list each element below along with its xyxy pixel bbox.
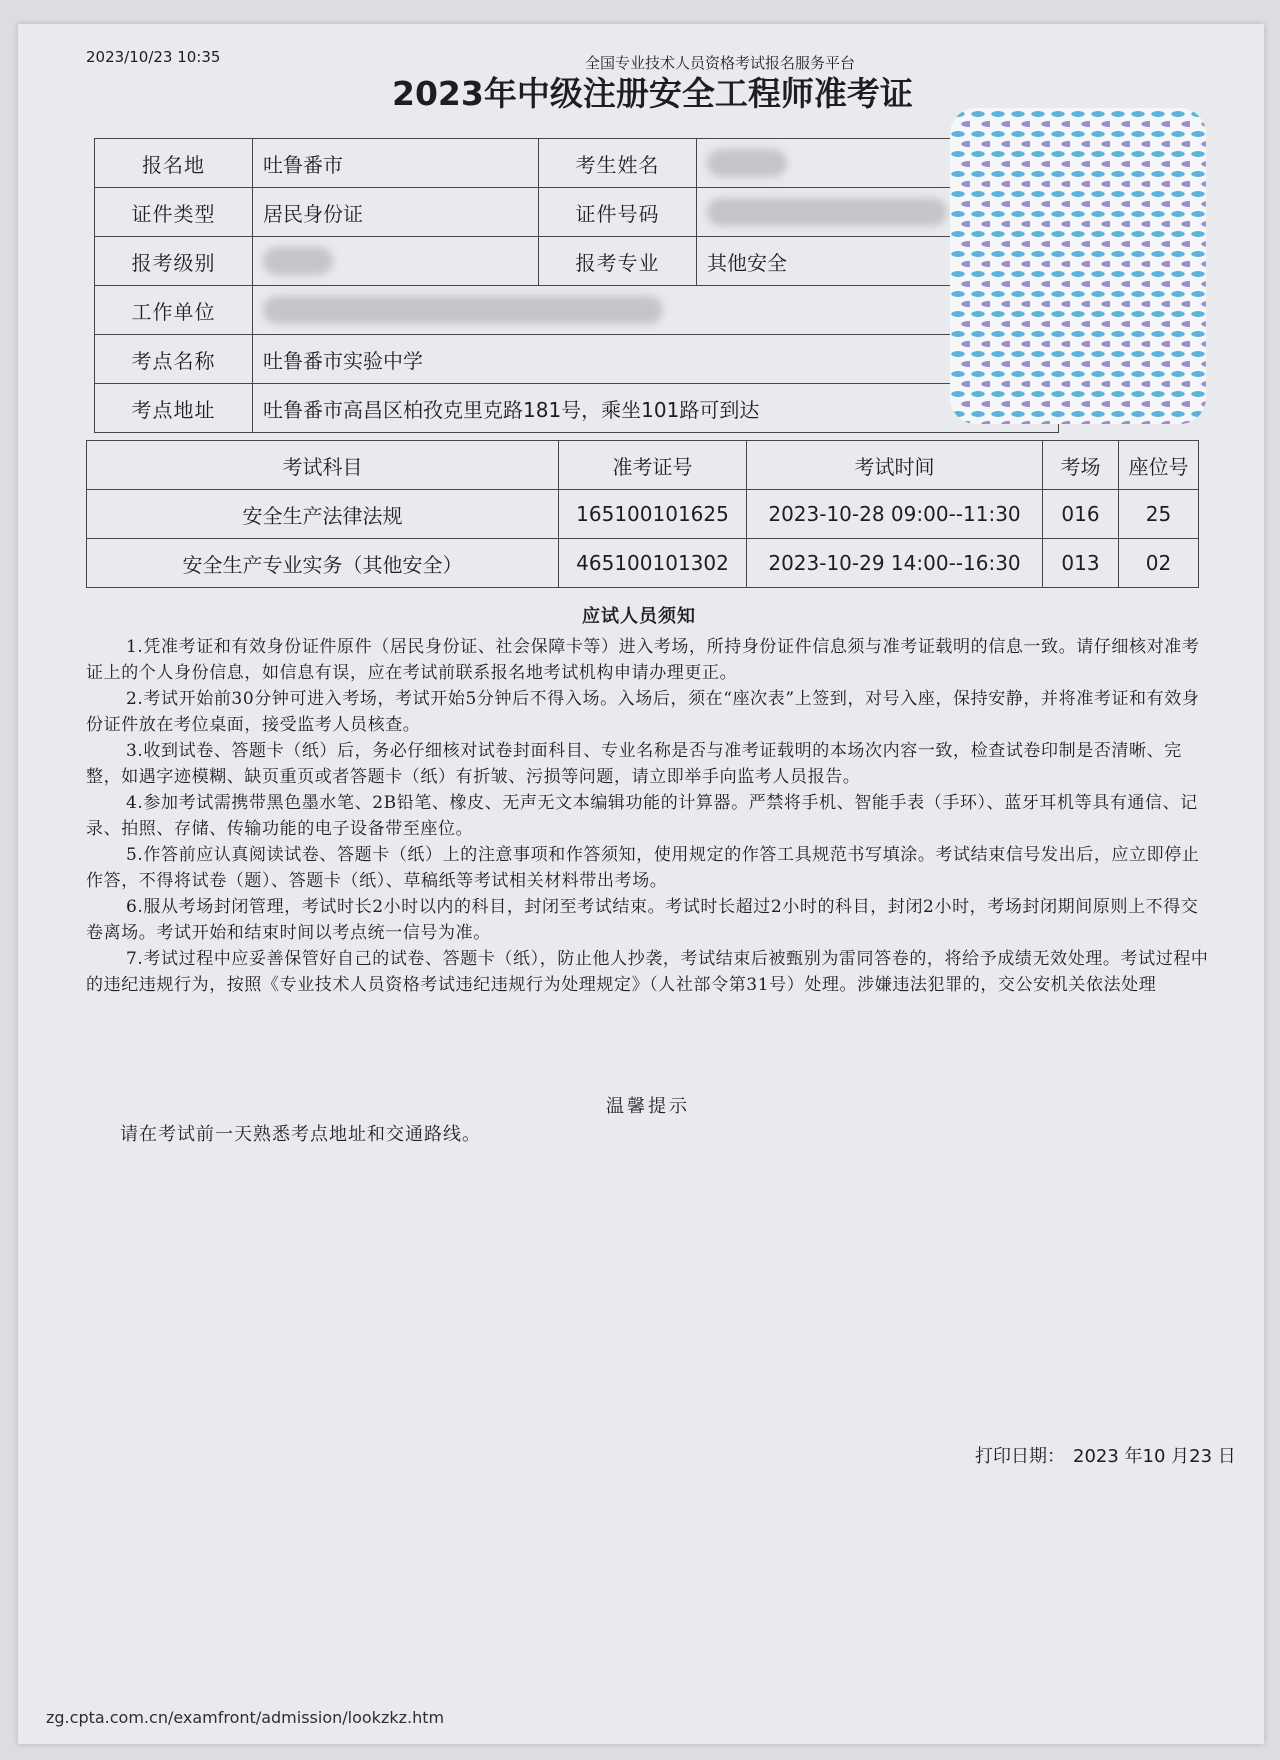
- print-date: [975, 1442, 1244, 1468]
- exam-time: 2023-10-28 09:00--11:30: [747, 490, 1043, 539]
- room-header: 考场: [1043, 441, 1119, 490]
- exam-room: 013: [1043, 539, 1119, 588]
- exam-room: 016: [1043, 490, 1119, 539]
- exam-seat: 25: [1119, 490, 1199, 539]
- exam-seat: 02: [1119, 539, 1199, 588]
- ticket-header: 准考证号: [559, 441, 747, 490]
- photo-redaction-sticker: [950, 108, 1206, 424]
- employer-label: 工作单位: [95, 286, 253, 335]
- table-row: [87, 539, 1199, 588]
- id-type-label: 证件类型: [95, 188, 253, 237]
- notice-item: 5.作答前应认真阅读试卷、答题卡（纸）上的注意事项和作答须知，使用规定的作答工具规范书写填涂。考试结束信号发出后，应立即停止作答，不得将试卷（题）、答题卡（纸）、草稿纸等考试相关材料带出考场。: [86, 845, 1200, 891]
- notice-item: 6.服从考场封闭管理，考试时长2小时以内的科目，封闭至考试结束。考试时长超过2小时的科目，封闭2小时，考场封闭期间原则上不得交卷离场。考试开始和结束时间以考点统一信号为准。: [86, 897, 1199, 943]
- subject-header: 考试科目: [87, 441, 559, 490]
- seat-header: 座位号: [1119, 441, 1199, 490]
- major-label: 报考专业: [539, 237, 697, 286]
- page-title: 2023年中级注册安全工程师准考证: [392, 74, 913, 113]
- exam-schedule-table: [86, 440, 1199, 588]
- exam-ticket-number: 465100101302: [559, 539, 747, 588]
- notice-item: 4.参加考试需携带黑色墨水笔、2B铅笔、橡皮、无声无文本编辑功能的计算器。严禁将手机、智能手表（手环）、蓝牙耳机等具有通信、记录、拍照、存储、传输功能的电子设备带至座位。: [86, 793, 1198, 839]
- notice-item: 2.考试开始前30分钟可进入考场，考试开始5分钟后不得入场。入场后，须在“座次表”上签到，对号入座，保持安静，并将准考证和有效身份证件放在考位桌面，接受监考人员核查。: [86, 689, 1200, 735]
- time-header: 考试时间: [747, 441, 1043, 490]
- exam-ticket-number: 165100101625: [559, 490, 747, 539]
- site-address-label: 考点地址: [95, 384, 253, 433]
- id-type-value: 居民身份证: [253, 188, 539, 237]
- print-date-value: 2023 年10 月23 日: [1073, 1446, 1236, 1467]
- notice-list: [86, 634, 1212, 998]
- notice-title: 应试人员须知: [582, 606, 696, 627]
- platform-name: 全国专业技术人员资格考试报名服务平台: [585, 54, 856, 72]
- level-label: 报考级别: [95, 237, 253, 286]
- exam-header-row: [87, 441, 1199, 490]
- site-name-value: 吐鲁番市实验中学: [253, 335, 1059, 384]
- id-number-label: 证件号码: [539, 188, 697, 237]
- name-label: 考生姓名: [539, 139, 697, 188]
- exam-subject: 安全生产专业实务（其他安全）: [87, 539, 559, 588]
- notice-item: 7.考试过程中应妥善保管好自己的试卷、答题卡（纸），防止他人抄袭，考试结束后被甄别为雷同答卷的，将给予成绩无效处理。考试过程中的违纪违规行为，按照《专业技术人员资格考试违纪违规行为处理规定》（人社部令第31号）处理。涉嫌违法犯罪的，交公安机关依法处理: [86, 949, 1209, 995]
- major-value: 其他安全: [697, 237, 1059, 286]
- tip-title: 温馨提示: [606, 1096, 690, 1117]
- tip-text: 请在考试前一天熟悉考点地址和交通路线。: [120, 1124, 481, 1145]
- site-address-value: 吐鲁番市高昌区柏孜克里克路181号，乘坐101路可到达: [253, 384, 1059, 433]
- exam-subject: 安全生产法律法规: [87, 490, 559, 539]
- print-timestamp: 2023/10/23 10:35: [86, 48, 221, 66]
- print-date-label: 打印日期：: [975, 1446, 1065, 1467]
- exam-time: 2023-10-29 14:00--16:30: [747, 539, 1043, 588]
- employer-value-redacted: [253, 286, 1059, 335]
- candidate-info-table: [94, 138, 1059, 433]
- page-url: zg.cpta.com.cn/examfront/admission/lookzkz.htm: [46, 1708, 445, 1727]
- notice-item: 1.凭准考证和有效身份证件原件（居民身份证、社会保障卡等）进入考场，所持身份证件信息须与准考证载明的信息一致。请仔细核对准考证上的个人身份信息，如信息有误，应在考试前联系报名地考试机构申请办理更正。: [86, 637, 1200, 683]
- site-name-label: 考点名称: [95, 335, 253, 384]
- reg-place-label: 报名地: [95, 139, 253, 188]
- level-value-redacted: [253, 237, 539, 286]
- reg-place-value: 吐鲁番市: [253, 139, 539, 188]
- notice-item: 3.收到试卷、答题卡（纸）后，务必仔细核对试卷封面科目、专业名称是否与准考证载明的本场次内容一致，检查试卷印制是否清晰、完整，如遇字迹模糊、缺页重页或者答题卡（纸）有折皱、污损等问题，请立即举手向监考人员报告。: [86, 741, 1182, 787]
- table-row: [87, 490, 1199, 539]
